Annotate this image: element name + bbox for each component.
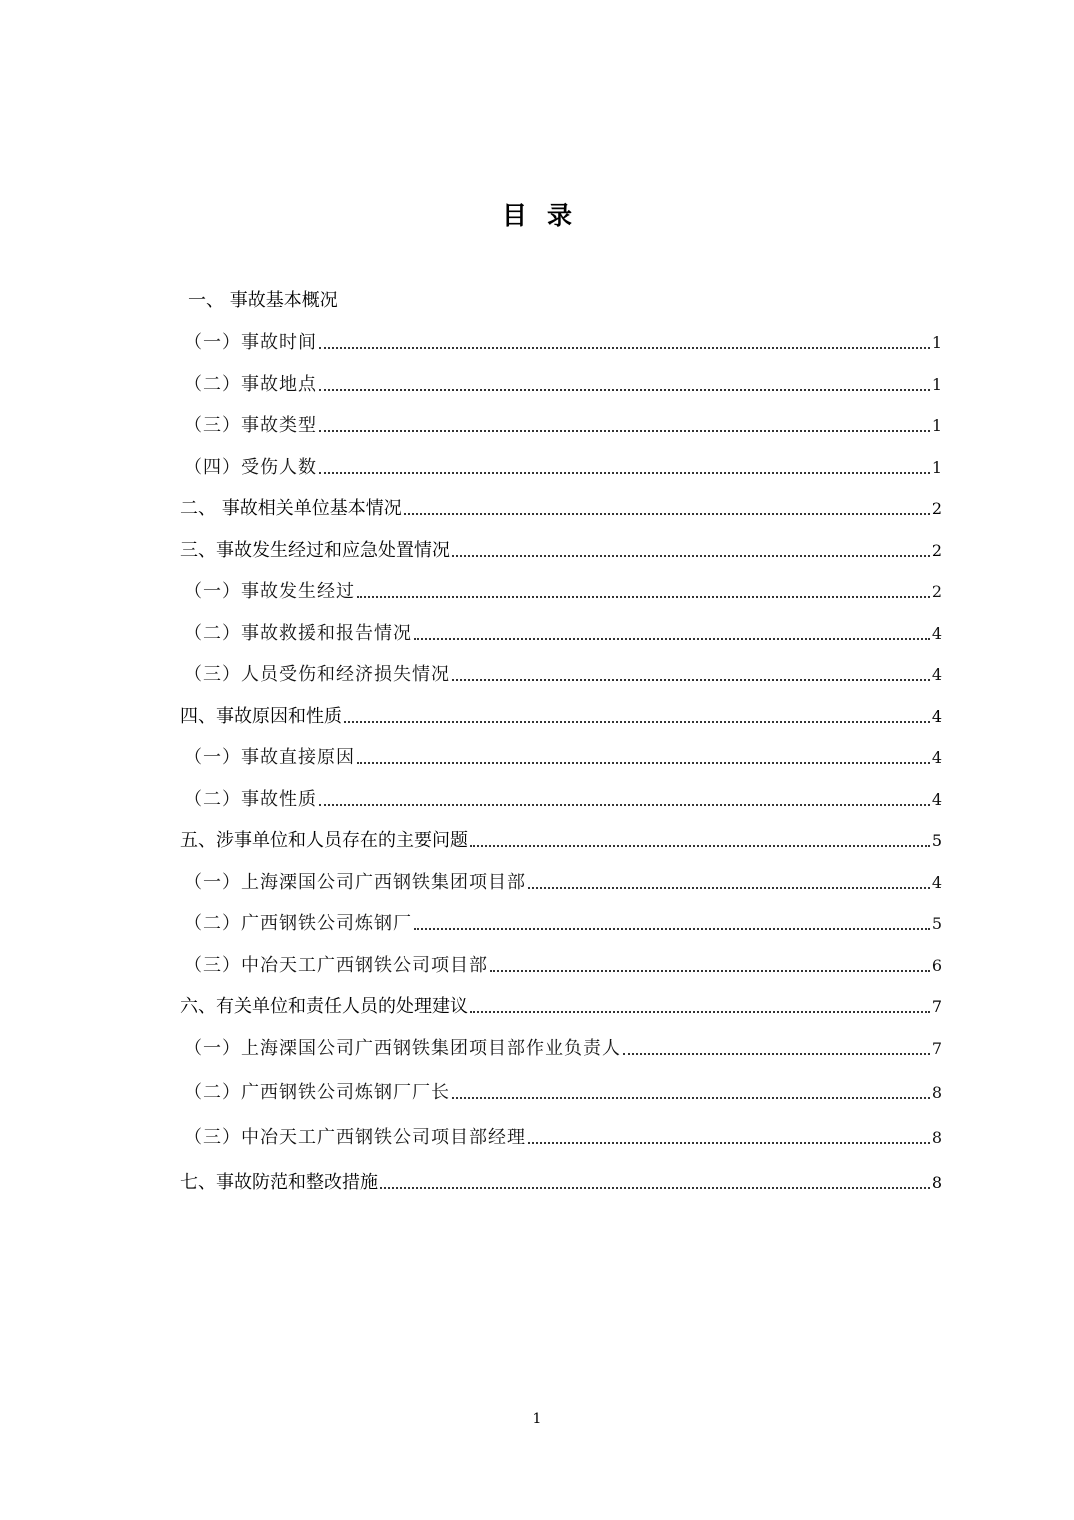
toc-entry-text: （一）事故时间 (184, 332, 317, 353)
toc-section-5[interactable] (180, 825, 942, 853)
dot-leader (452, 1097, 930, 1099)
toc-section-3[interactable] (180, 535, 942, 563)
toc-entry-3-1[interactable] (180, 576, 942, 604)
toc-entry-1-3[interactable] (180, 410, 942, 438)
toc-page-number: 4 (931, 665, 942, 684)
toc-page-number: 2 (931, 541, 942, 560)
toc-page-number: 1 (931, 333, 942, 352)
toc-entry-text: （三）中冶天工广西钢铁公司项目部 (184, 955, 488, 976)
dot-leader (319, 389, 930, 391)
toc-entry-text: （三）中冶天工广西钢铁公司项目部经理 (184, 1127, 526, 1148)
dot-leader (319, 430, 930, 432)
dot-leader (319, 472, 930, 474)
page-title: 目录 (501, 201, 592, 230)
toc-page-number: 8 (931, 1083, 942, 1102)
dot-leader (452, 679, 930, 681)
dot-leader (528, 887, 930, 889)
toc-entry-text: 三、事故发生经过和应急处置情况 (180, 540, 450, 561)
toc-page-number: 2 (931, 499, 942, 518)
dot-leader (414, 928, 930, 930)
toc-entry-6-2[interactable] (180, 1077, 942, 1105)
toc-entry-1-4[interactable] (180, 452, 942, 480)
toc-entry-5-1[interactable] (180, 867, 942, 895)
toc-entry-3-3[interactable] (180, 659, 942, 687)
toc-section-2[interactable] (180, 493, 942, 521)
dot-leader (470, 845, 930, 847)
toc-entry-text: 五、涉事单位和人员存在的主要问题 (180, 830, 468, 851)
toc-entry-4-2[interactable] (180, 784, 942, 812)
dot-leader (380, 1187, 930, 1189)
toc-entry-text: （二）事故地点 (184, 374, 317, 395)
toc-entry-text: （一）事故发生经过 (184, 581, 355, 602)
toc-entry-5-2[interactable] (180, 908, 942, 936)
toc-entry-5-3[interactable] (180, 950, 942, 978)
toc-page-number: 8 (931, 1128, 942, 1147)
toc-entry-text: （二）事故性质 (184, 789, 317, 810)
toc-section-7[interactable] (180, 1167, 942, 1195)
toc-page-number: 1 (931, 375, 942, 394)
toc-entry-text: （三）人员受伤和经济损失情况 (184, 664, 450, 685)
toc-section-6[interactable] (180, 991, 942, 1019)
toc-entry-text: 四、事故原因和性质 (180, 706, 342, 727)
toc-entry-text: （二）广西钢铁公司炼钢厂厂长 (184, 1082, 450, 1103)
toc-page-number: 4 (931, 873, 942, 892)
toc-entry-text: （三）事故类型 (184, 415, 317, 436)
dot-leader (528, 1142, 930, 1144)
toc-entry-4-1[interactable] (180, 742, 942, 770)
toc-entry-text: （二）广西钢铁公司炼钢厂 (184, 913, 412, 934)
toc-section-1[interactable] (188, 285, 950, 313)
dot-leader (404, 513, 930, 515)
dot-leader (490, 970, 930, 972)
toc-page-number: 5 (931, 831, 942, 850)
toc-entry-1-1[interactable] (180, 327, 942, 355)
toc-page-number: 5 (931, 914, 942, 933)
toc-section-4[interactable] (180, 701, 942, 729)
toc-page-number: 4 (931, 748, 942, 767)
toc-entry-text: 一、 事故基本概况 (188, 290, 338, 311)
toc-entry-6-1[interactable] (180, 1033, 942, 1061)
dot-leader (344, 721, 930, 723)
dot-leader (623, 1053, 930, 1055)
toc-entry-text: （二）事故救援和报告情况 (184, 623, 412, 644)
dot-leader (357, 762, 930, 764)
dot-leader (470, 1011, 930, 1013)
toc-entry-text: 七、事故防范和整改措施 (180, 1172, 378, 1193)
toc-page-number: 7 (931, 997, 942, 1016)
toc-page-number: 8 (931, 1173, 942, 1192)
toc-entry-1-2[interactable] (180, 369, 942, 397)
toc-page-number: 7 (931, 1039, 942, 1058)
toc-entry-text: （四）受伤人数 (184, 457, 317, 478)
toc-entry-text: （一）上海溧国公司广西钢铁集团项目部 (184, 872, 526, 893)
toc-page-number: 4 (931, 790, 942, 809)
dot-leader (319, 347, 930, 349)
dot-leader (357, 596, 930, 598)
toc-entry-text: （一）上海溧国公司广西钢铁集团项目部作业负责人 (184, 1038, 621, 1059)
toc-entry-text: 六、有关单位和责任人员的处理建议 (180, 996, 468, 1017)
page-number: 1 (532, 1411, 542, 1427)
toc-page-number: 4 (931, 624, 942, 643)
dot-leader (319, 804, 930, 806)
toc-entry-6-3[interactable] (180, 1122, 942, 1150)
dot-leader (414, 638, 930, 640)
toc-page-number: 2 (931, 582, 942, 601)
toc-page-number: 4 (931, 707, 942, 726)
dot-leader (452, 555, 930, 557)
toc-page-number: 1 (931, 416, 942, 435)
toc-entry-text: （一）事故直接原因 (184, 747, 355, 768)
toc-entry-3-2[interactable] (180, 618, 942, 646)
toc-entry-text: 二、 事故相关单位基本情况 (180, 498, 402, 519)
toc-page-number: 6 (931, 956, 942, 975)
toc-page-number: 1 (931, 458, 942, 477)
